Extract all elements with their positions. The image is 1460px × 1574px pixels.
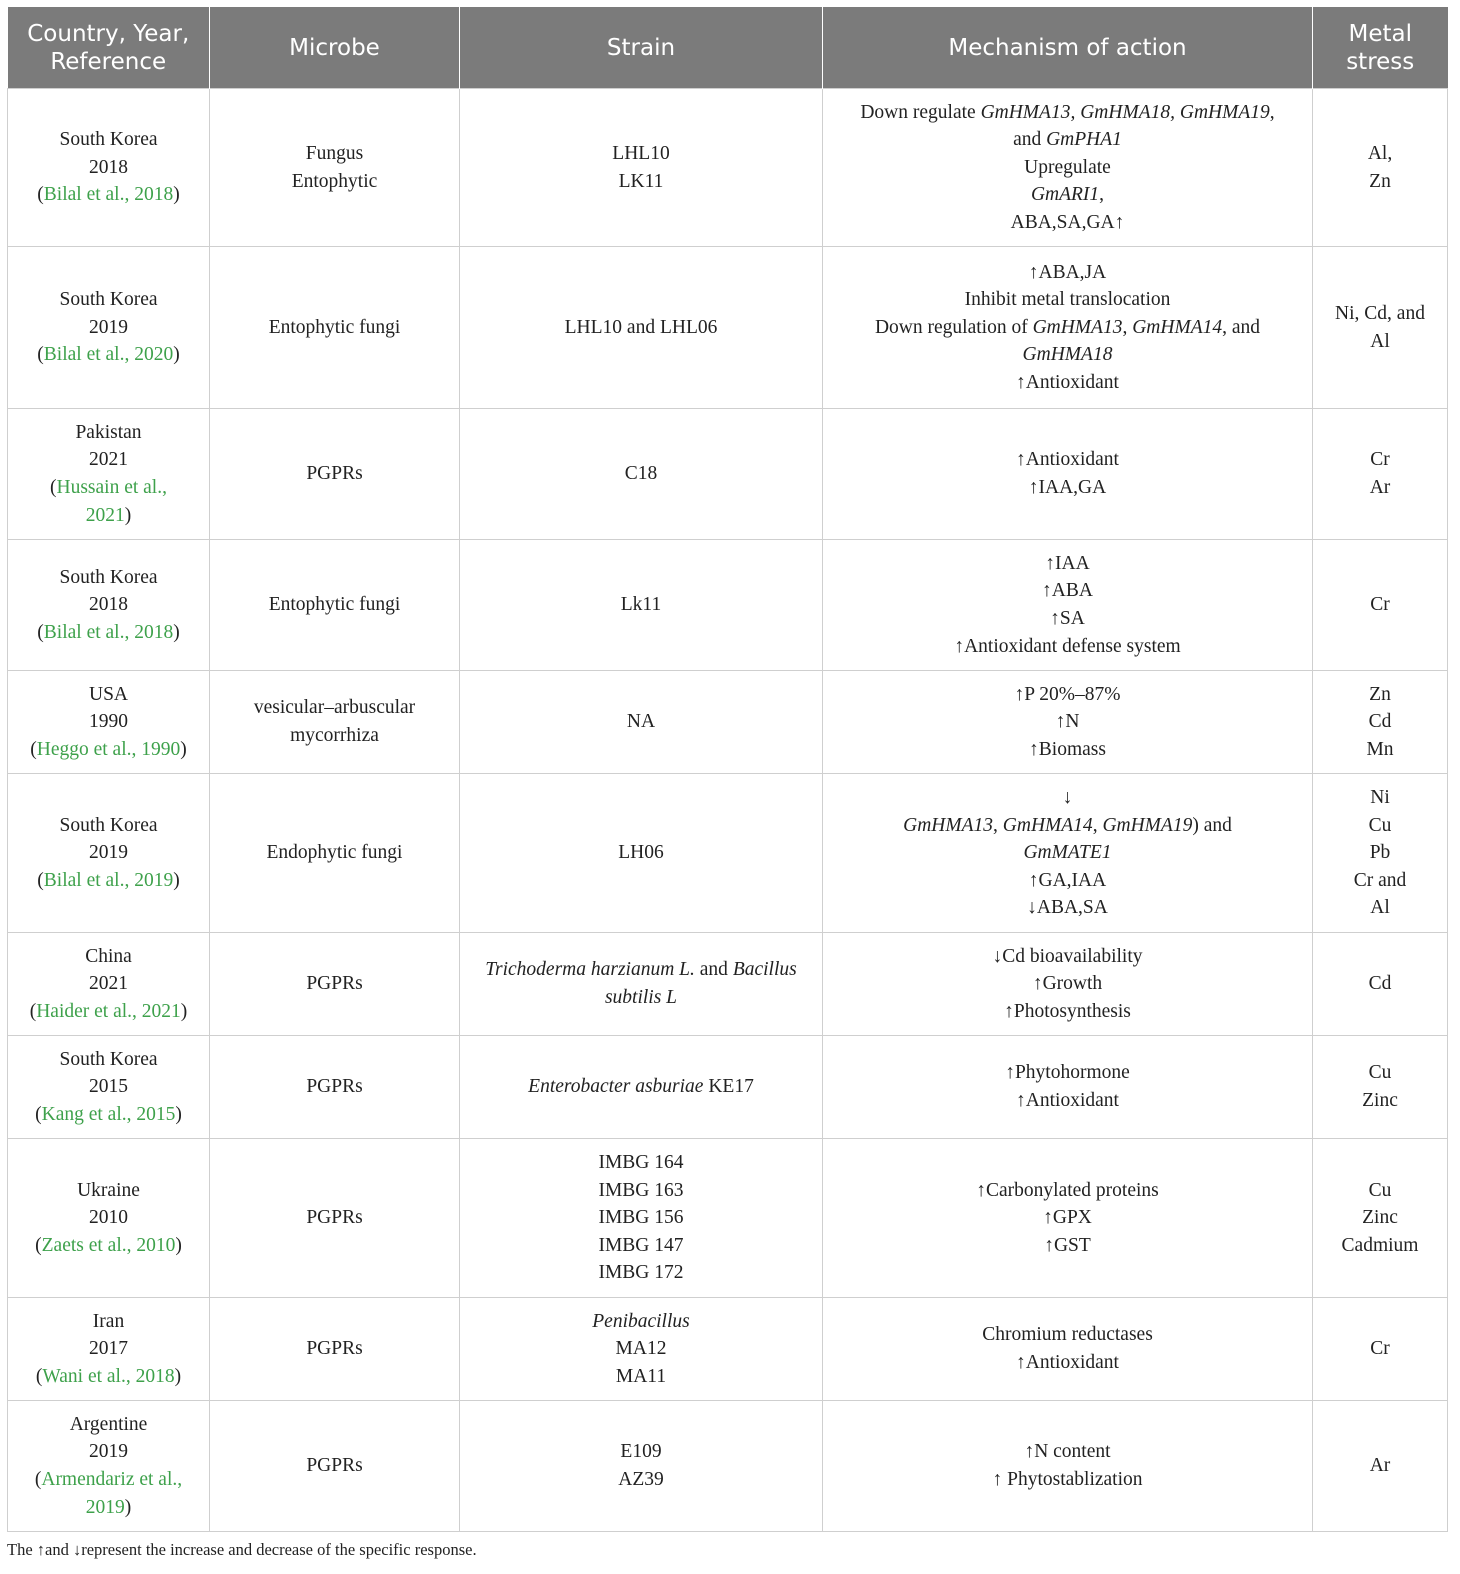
country: Pakistan (75, 421, 142, 443)
mechanism-text: ↑Biomass (1029, 738, 1106, 760)
country: South Korea (59, 814, 158, 836)
reference: (Bilal et al., 2018) (37, 184, 180, 206)
reference-link[interactable]: Wani et al., 2018 (42, 1365, 175, 1387)
reference-link[interactable]: Hussain et al., (56, 477, 167, 498)
microbe-text: PGPRs (306, 1076, 363, 1098)
microbe-text: vesicular–arbuscular (253, 697, 416, 719)
reference-link[interactable]: Kang et al., 2015 (41, 1103, 176, 1125)
cell-country-year-ref (8, 671, 210, 774)
year: 2019 (89, 1441, 128, 1463)
reference-link[interactable]: Armendariz et al., (41, 1469, 183, 1490)
metal-text: Zinc (1362, 1207, 1398, 1229)
cell-mechanism (823, 1139, 1313, 1298)
strain-text: LHL10 (612, 142, 670, 164)
cell-strain (460, 1401, 823, 1532)
year: 2019 (89, 842, 128, 864)
table-row (8, 1298, 1448, 1401)
mechanism-text: ↑N content (1024, 1441, 1111, 1463)
metal-text: Ni, Cd, and (1335, 302, 1425, 324)
mechanism-text: ↑Antioxidant (1016, 1090, 1119, 1111)
mechanism-text: ↑Carbonylated proteins (976, 1179, 1159, 1201)
mechanism-text: Upregulate (1024, 156, 1111, 178)
country: China (85, 945, 132, 967)
year: 2018 (89, 594, 128, 616)
mechanism-text: ↑ABA (1042, 580, 1093, 602)
table-container (7, 7, 1447, 1560)
country: South Korea (59, 289, 158, 311)
cell-mechanism (823, 671, 1313, 774)
reference-link[interactable]: 2021 (85, 504, 125, 526)
reference: (Armendariz et al., (34, 1469, 183, 1490)
cell-strain (460, 1298, 823, 1401)
strain-text: LH06 (618, 842, 664, 864)
mechanism-text: and GmPHA1 (1013, 129, 1122, 151)
microbe-text: Fungus (305, 142, 364, 164)
table-row (8, 89, 1448, 247)
cell-mechanism (823, 89, 1313, 247)
microbe-text: PGPRs (306, 1455, 363, 1477)
cell-strain (460, 247, 823, 409)
table-row (8, 1401, 1448, 1532)
table-row (8, 1139, 1448, 1298)
strain-text: E109 (620, 1441, 662, 1463)
cell-metal-stress (1313, 1298, 1448, 1401)
cell-mechanism (823, 774, 1313, 933)
cell-country-year-ref (8, 89, 210, 247)
cell-mechanism (823, 1298, 1313, 1401)
cell-microbe (210, 409, 460, 540)
mechanism-text: ↑ Phytostablization (992, 1469, 1143, 1490)
year: 2017 (89, 1338, 128, 1360)
cell-metal-stress (1313, 247, 1448, 409)
cell-mechanism (823, 247, 1313, 409)
mechanism-text: ↑P 20%–87% (1014, 683, 1121, 705)
microbe-text: Endophytic fungi (266, 842, 403, 864)
metal-text: Ar (1369, 1455, 1391, 1477)
strain-text: Enterobacter asburiae KE17 (528, 1076, 754, 1098)
reference-link[interactable]: 2019 (85, 1496, 125, 1518)
metal-text: Ni (1370, 787, 1390, 809)
header-strain (460, 7, 823, 89)
metal-text: Al (1370, 897, 1390, 919)
mechanism-text: ↑GST (1044, 1234, 1091, 1256)
strain-text: IMBG 172 (598, 1262, 684, 1284)
cell-country-year-ref (8, 1139, 210, 1298)
cell-country-year-ref (8, 540, 210, 671)
country: USA (88, 683, 128, 705)
header-microbe (210, 7, 460, 89)
country: Iran (92, 1310, 125, 1332)
reference-link[interactable]: Zaets et al., 2010 (41, 1234, 176, 1256)
strain-text: IMBG 147 (598, 1234, 684, 1256)
year: 2010 (89, 1207, 128, 1229)
reference-link[interactable]: Bilal et al., 2018 (43, 184, 174, 206)
metal-text: Cu (1368, 1179, 1392, 1201)
microbe-text: PGPRs (306, 1207, 363, 1229)
cell-country-year-ref (8, 933, 210, 1036)
metal-text: Zn (1369, 170, 1391, 192)
cell-country-year-ref (8, 1298, 210, 1401)
mechanism-text: GmMATE1 (1023, 842, 1112, 864)
mechanism-text: ↓ (1062, 787, 1073, 809)
header-microbe-label: Microbe (289, 34, 380, 61)
mechanism-text: ↑Phytohormone (1005, 1062, 1130, 1084)
mechanism-text: ↓ABA,SA (1027, 897, 1108, 919)
strain-text: Lk11 (620, 594, 662, 616)
cell-strain (460, 89, 823, 247)
header-metal-stress (1313, 7, 1448, 89)
metal-text: Cu (1368, 1062, 1392, 1084)
metal-text: Zn (1369, 683, 1391, 705)
reference-link[interactable]: Haider et al., 2021 (36, 1000, 181, 1022)
table-row (8, 933, 1448, 1036)
cell-strain (460, 409, 823, 540)
year: 2015 (89, 1076, 128, 1098)
cell-mechanism (823, 933, 1313, 1036)
country: Ukraine (77, 1179, 140, 1201)
cell-strain (460, 671, 823, 774)
mechanism-text: ↑Antioxidant (1016, 1352, 1119, 1373)
cell-strain (460, 1036, 823, 1139)
mechanism-text: Down regulate GmHMA13, GmHMA18, GmHMA19, (860, 101, 1275, 123)
country: South Korea (59, 566, 158, 588)
cell-microbe (210, 1139, 460, 1298)
reference: 2021) (85, 504, 132, 526)
cell-microbe (210, 933, 460, 1036)
cell-microbe (210, 1401, 460, 1532)
microbe-text: PGPRs (306, 463, 363, 485)
country: Argentine (69, 1413, 148, 1435)
cell-country-year-ref (8, 247, 210, 409)
cell-metal-stress (1313, 1139, 1448, 1298)
mechanism-text: ↑N (1055, 711, 1080, 733)
header-mechanism (823, 7, 1313, 89)
mechanism-text: Inhibit metal translocation (964, 289, 1171, 311)
strain-text: MA11 (615, 1365, 667, 1387)
reference: (Wani et al., 2018) (35, 1365, 182, 1387)
strain-text: AZ39 (618, 1469, 664, 1490)
cell-metal-stress (1313, 540, 1448, 671)
strain-text: LHL10 and LHL06 (564, 316, 718, 338)
header-row (8, 7, 1448, 89)
metal-text: Al, (1367, 142, 1393, 164)
mechanism-text: ↑Antioxidant (1016, 449, 1119, 471)
reference: (Kang et al., 2015) (35, 1103, 182, 1125)
cell-metal-stress (1313, 89, 1448, 247)
metal-text: Cr and (1353, 869, 1407, 891)
year: 2018 (89, 156, 128, 178)
year: 2021 (89, 449, 128, 471)
strain-text: IMBG 164 (598, 1152, 684, 1174)
strain-text: C18 (624, 463, 658, 485)
microbe-text: PGPRs (306, 1338, 363, 1360)
cell-microbe (210, 89, 460, 247)
cell-metal-stress (1313, 774, 1448, 933)
cell-mechanism (823, 1401, 1313, 1532)
mechanism-text: Down regulation of GmHMA13, GmHMA14, and (874, 316, 1261, 338)
mechanism-text: ↑Antioxidant defense system (954, 635, 1181, 657)
reference-link[interactable]: Bilal et al., 2018 (43, 621, 174, 643)
mechanism-text: ↓Cd bioavailability (992, 945, 1143, 967)
table-body (8, 89, 1448, 1532)
microbe-text: Entophytic fungi (268, 594, 401, 616)
reference-link[interactable]: Bilal et al., 2019 (43, 869, 174, 891)
mechanism-text: ↑GPX (1043, 1207, 1092, 1229)
mechanism-text: GmARI1, (1030, 184, 1105, 206)
cell-metal-stress (1313, 409, 1448, 540)
mechanism-text: ↑Antioxidant (1016, 371, 1119, 393)
cell-country-year-ref (8, 1036, 210, 1139)
cell-country-year-ref (8, 409, 210, 540)
cell-mechanism (823, 409, 1313, 540)
cell-country-year-ref (8, 1401, 210, 1532)
reference: (Zaets et al., 2010) (35, 1234, 182, 1256)
cell-metal-stress (1313, 671, 1448, 774)
country: South Korea (59, 1048, 158, 1070)
mechanism-text: GmHMA18 (1022, 344, 1113, 366)
mechanism-text: GmHMA13, GmHMA14, GmHMA19) and (903, 814, 1232, 836)
metal-text: Cr (1370, 594, 1390, 616)
reference: (Heggo et al., 1990) (30, 738, 187, 760)
table-row (8, 247, 1448, 409)
cell-country-year-ref (8, 774, 210, 933)
mechanism-text: ↑IAA (1045, 552, 1090, 574)
reference-link[interactable]: Heggo et al., 1990 (36, 738, 181, 760)
cell-strain (460, 540, 823, 671)
footnote: The ↑and ↓represent the increase and decrease of the specific response. (7, 1540, 477, 1559)
mechanism-text: ↑SA (1050, 608, 1085, 629)
strain-text: subtilis L (604, 987, 678, 1008)
header-metal-stress-label: Metal stress (1346, 20, 1415, 75)
metal-text: Al (1370, 330, 1390, 352)
reference: (Hussain et al., (50, 477, 167, 498)
country: South Korea (59, 129, 158, 151)
metal-text: Cadmium (1341, 1234, 1419, 1256)
mechanism-text: Chromium reductases (982, 1324, 1153, 1346)
cell-strain (460, 774, 823, 933)
strain-text: IMBG 163 (598, 1179, 684, 1201)
metal-text: Ar (1369, 477, 1391, 498)
cell-microbe (210, 540, 460, 671)
cell-microbe (210, 774, 460, 933)
cell-mechanism (823, 540, 1313, 671)
cell-microbe (210, 671, 460, 774)
strain-text: Trichoderma harzianum L. and Bacillus (485, 959, 797, 981)
strain-text: IMBG 156 (598, 1207, 684, 1229)
metal-text: Cr (1370, 1338, 1390, 1360)
metal-text: Pb (1369, 842, 1391, 864)
table-row (8, 671, 1448, 774)
cell-microbe (210, 1036, 460, 1139)
year: 1990 (89, 711, 128, 733)
strain-text: LK11 (618, 170, 664, 192)
cell-metal-stress (1313, 1401, 1448, 1532)
table-row (8, 409, 1448, 540)
cell-microbe (210, 1298, 460, 1401)
header-country (8, 7, 210, 89)
table-row (8, 774, 1448, 933)
cell-metal-stress (1313, 1036, 1448, 1139)
mechanism-text: ↑GA,IAA (1028, 869, 1107, 891)
microbe-text: mycorrhiza (290, 725, 379, 746)
mechanism-text: ↑Photosynthesis (1004, 1000, 1131, 1022)
mechanism-text: ↑IAA,GA (1028, 477, 1107, 498)
data-table (7, 7, 1448, 1532)
reference: (Bilal et al., 2020) (37, 344, 180, 366)
table-row (8, 540, 1448, 671)
table-row (8, 1036, 1448, 1139)
microbe-text: Entophytic (291, 170, 378, 192)
metal-text: Cr (1370, 449, 1390, 471)
cell-microbe (210, 247, 460, 409)
metal-text: Cd (1368, 973, 1392, 995)
strain-text: NA (626, 711, 656, 733)
header-country-label: Country, Year, Reference (27, 20, 190, 75)
cell-metal-stress (1313, 933, 1448, 1036)
header-strain-label: Strain (606, 34, 676, 61)
mechanism-text: ↑Growth (1032, 973, 1103, 995)
mechanism-text: ABA,SA,GA↑ (1010, 211, 1125, 233)
header-mechanism-label: Mechanism of action (948, 34, 1187, 61)
cell-strain (460, 933, 823, 1036)
microbe-text: PGPRs (306, 973, 363, 995)
strain-text: MA12 (615, 1338, 667, 1360)
cell-strain (460, 1139, 823, 1298)
metal-text: Cd (1368, 711, 1392, 733)
metal-text: Mn (1366, 738, 1394, 760)
metal-text: Zinc (1362, 1090, 1398, 1111)
reference: (Haider et al., 2021) (29, 1000, 188, 1022)
year: 2019 (89, 316, 128, 338)
reference-link[interactable]: Bilal et al., 2020 (43, 344, 174, 366)
microbe-text: Entophytic fungi (268, 316, 401, 338)
mechanism-text: ↑ABA,JA (1028, 261, 1107, 283)
strain-text: Penibacillus (592, 1310, 690, 1332)
cell-mechanism (823, 1036, 1313, 1139)
year: 2021 (89, 973, 128, 995)
reference: (Bilal et al., 2019) (37, 869, 180, 891)
reference: 2019) (85, 1496, 132, 1518)
reference: (Bilal et al., 2018) (37, 621, 180, 643)
metal-text: Cu (1368, 814, 1392, 836)
